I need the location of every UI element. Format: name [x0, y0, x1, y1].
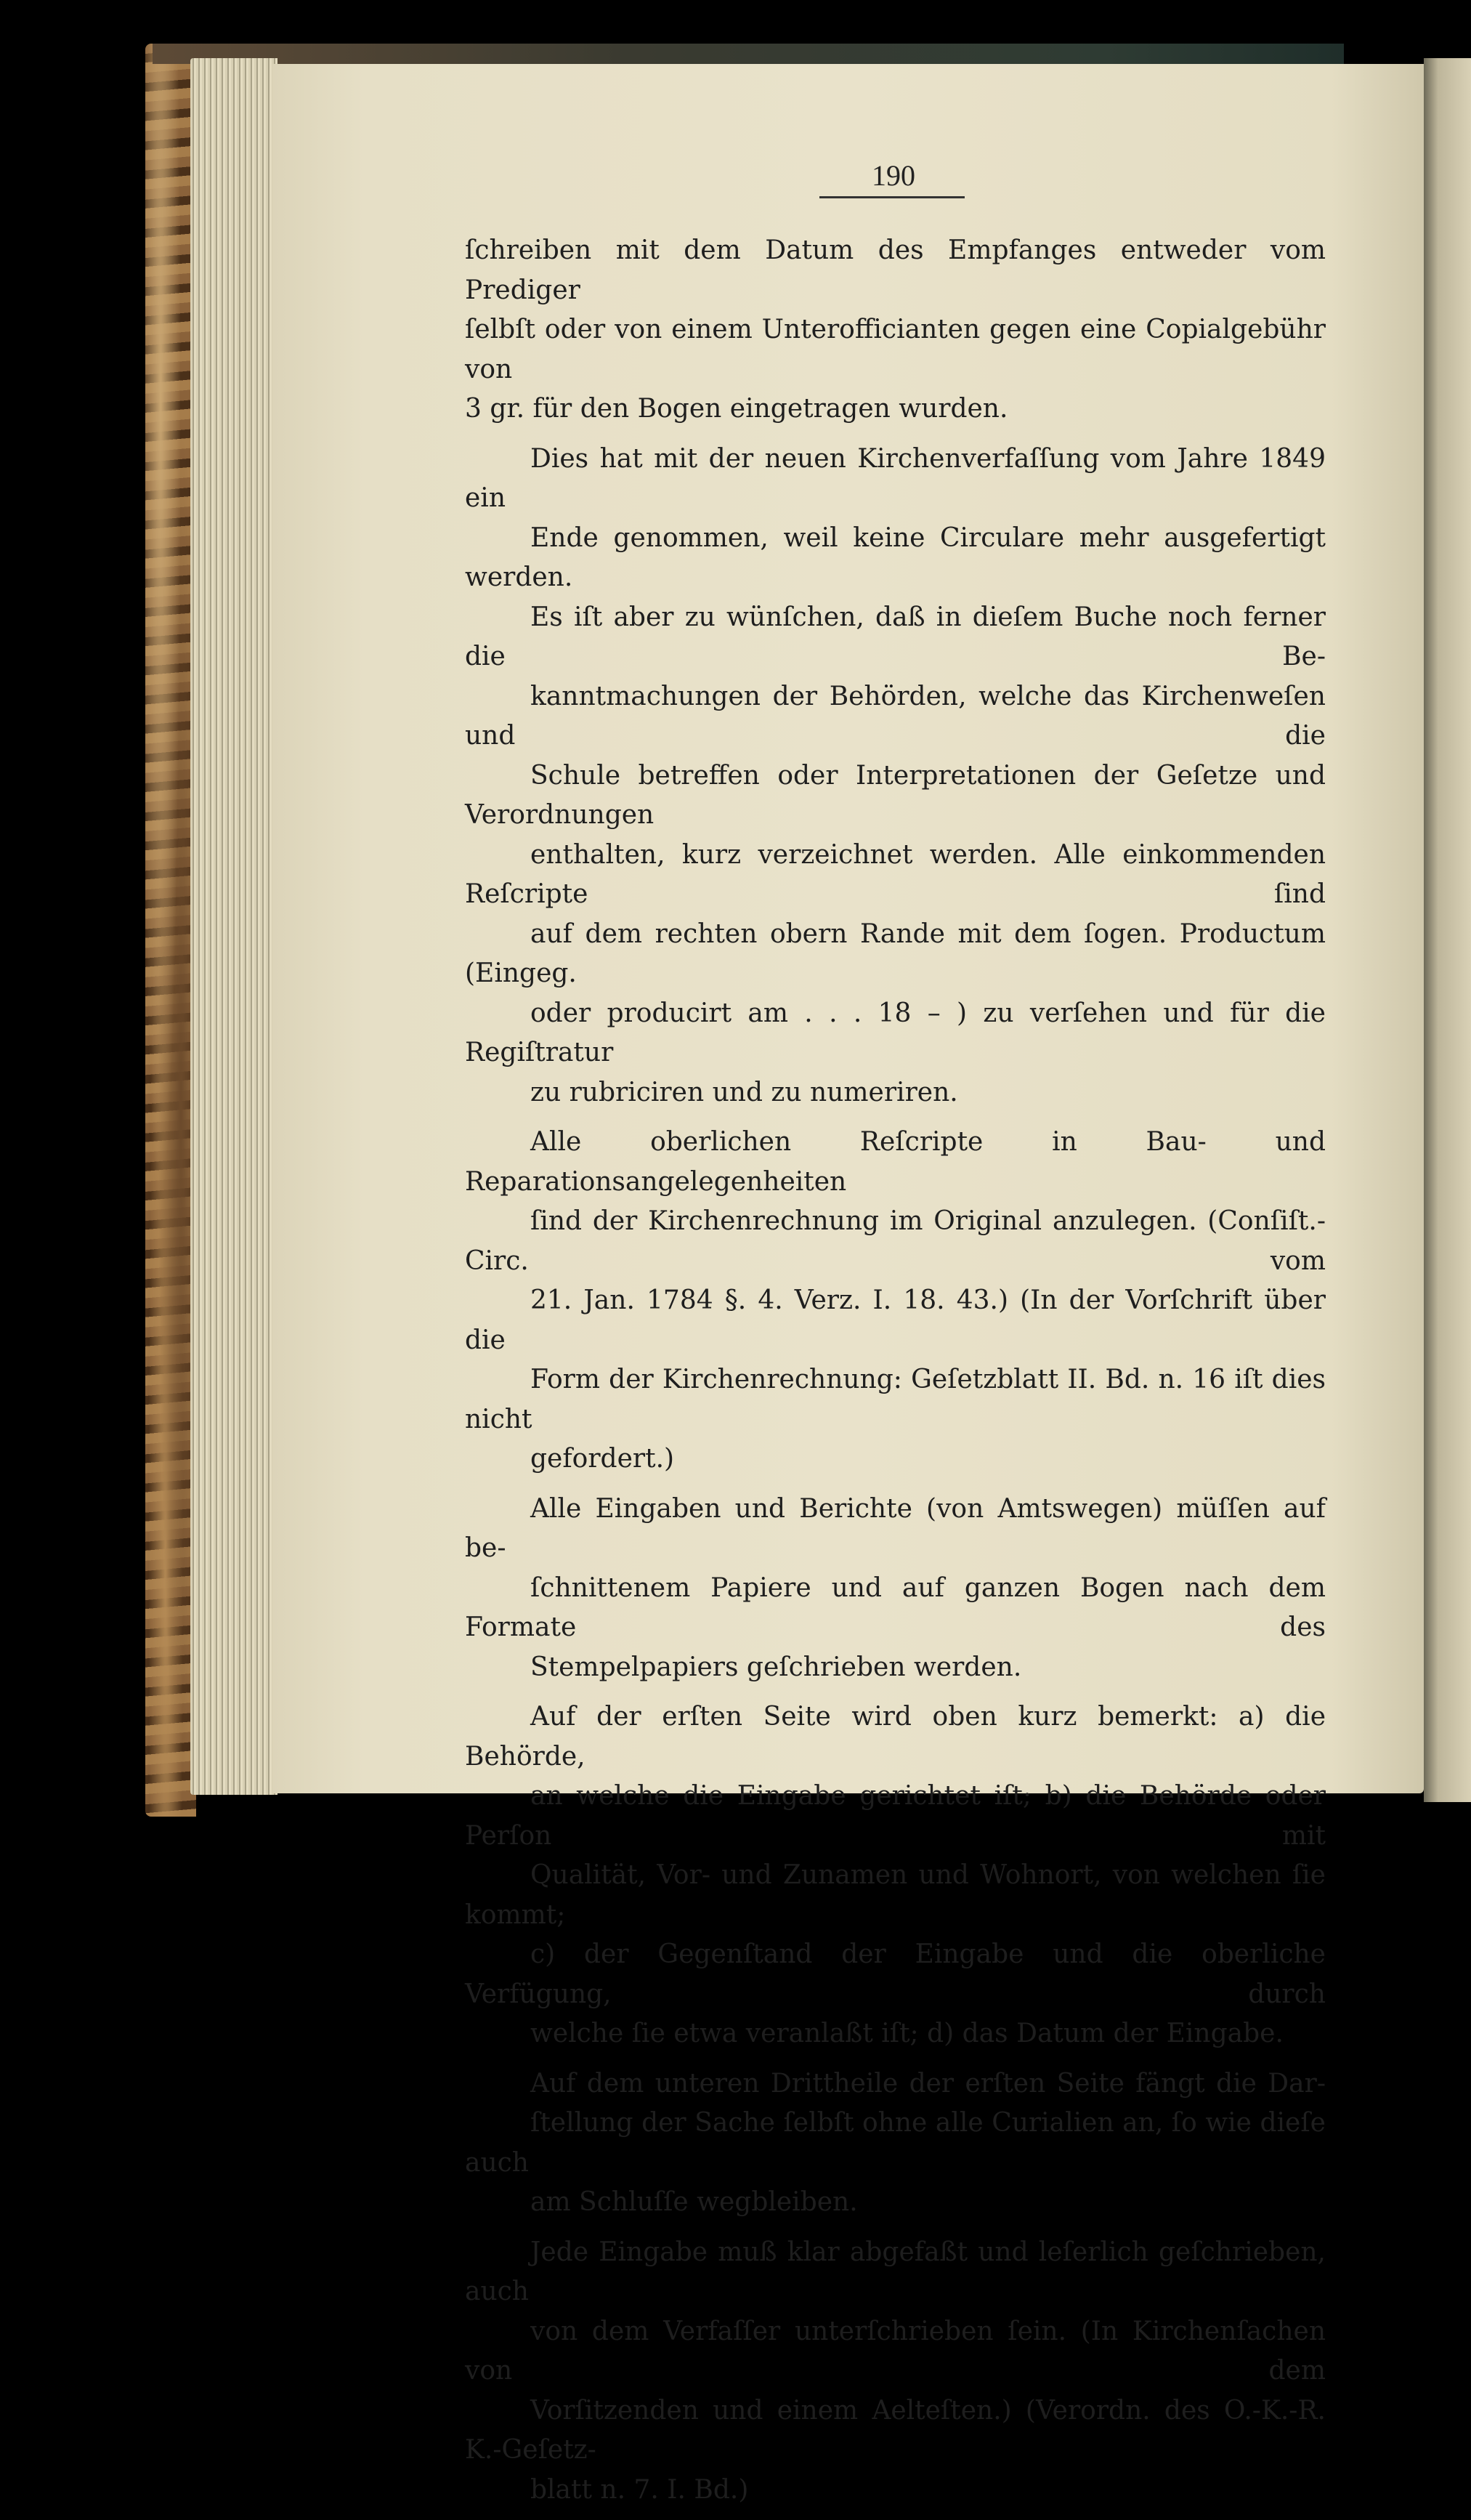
text-line: kanntmachungen der Behörden, welche das Kirchenweſen und die [465, 681, 1326, 751]
text-line: Vorſitzenden und einem Aelteſten.) (Verordn. des O.-K.-R. K.-Geſetz- [465, 2395, 1326, 2465]
header-rule [819, 196, 965, 198]
text-line: am Schluſſe wegbleiben. [530, 2187, 858, 2217]
text-line: Schule betreffen oder Interpretationen der Geſetze und Verordnungen [465, 760, 1326, 830]
marbled-book-edge [145, 44, 196, 1817]
text-line: oder producirt am . . . 18 – ) zu verſehen und für die Regiſtratur [465, 998, 1326, 1067]
text-line: Es iſt aber zu wünſchen, daß in dieſem Buche noch ferner die Be- [465, 602, 1326, 671]
text-line: ſchreiben mit dem Datum des Empfanges entweder vom Prediger [465, 235, 1326, 305]
paragraph [465, 1123, 1326, 1479]
text-line: Auf der erſten Seite wird oben kurz bemerkt: a) die Behörde, [465, 1702, 1326, 1772]
text-line: welche ſie etwa veranlaßt iſt; d) das Datum der Eingabe. [530, 2019, 1284, 2048]
text-line: 21. Jan. 1784 §. 4. Verz. I. 18. 43.) (In der Vorſchrift über die [465, 1285, 1326, 1355]
text-line: Alle oberlichen Reſcripte in Bau- und Reparationsangelegenheiten [465, 1127, 1326, 1197]
page-number: 190 [872, 159, 915, 192]
text-line: enthalten, kurz verzeichnet werden. Alle einkommenden Reſcripte ſind [465, 839, 1326, 909]
book-cover-top-edge [153, 44, 1344, 64]
facing-page-edge [1424, 58, 1471, 1802]
paragraph [465, 2233, 1326, 2511]
text-line: Auf dem unteren Drittheile der erſten Seite fängt die Dar- [530, 2068, 1326, 2099]
text-line: c) der Gegenſtand der Eingabe und die oberliche Verfügung, durch [465, 1939, 1326, 2009]
paragraph [465, 1490, 1326, 1688]
text-line: ſtellung der Sache ſelbſt ohne alle Curialien an, ſo wie dieſe auch [465, 2108, 1326, 2178]
text-line: Ende genommen, weil keine Circulare mehr ausgefertigt werden. [465, 522, 1326, 592]
text-line: Dies hat mit der neuen Kirchenverfaſſung vom Jahre 1849 ein [465, 443, 1326, 513]
page-stack-edge [190, 58, 277, 1795]
paragraph [465, 440, 1326, 1113]
paragraph [465, 231, 1326, 429]
text-line: Jede Eingabe muß klar abgefaßt und leſerlich geſchrieben, auch [465, 2237, 1326, 2306]
text-line: an welche die Eingabe gerichtet iſt; b) die Behörde oder Perſon mit [465, 1781, 1326, 1851]
text-line: gefordert.) [530, 1444, 675, 1474]
text-line: ſind der Kirchenrechnung im Original anzulegen. (Conſiſt.-Circ. vom [465, 1206, 1326, 1276]
text-line: Stempelpapiers geſchrieben werden. [530, 1652, 1022, 1682]
text-line: Qualität, Vor- und Zunamen und Wohnort, von welchen ſie kommt; [465, 1860, 1326, 1930]
text-line: blatt n. 7. I. Bd.) [530, 2474, 749, 2505]
text-line: 3 gr. für den Bogen eingetragen wurden. [465, 394, 1008, 424]
paragraph [465, 2064, 1326, 2223]
text-line: ſelbſt oder von einem Unterofficianten gegen eine Copialgebühr von [465, 315, 1326, 384]
text-line: Alle Eingaben und Berichte (von Amtswegen) müſſen auf be- [465, 1493, 1326, 1563]
text-line: zu rubriciren und zu numeriren. [530, 1077, 958, 1107]
page-body-text [465, 231, 1326, 2520]
paragraph [465, 1697, 1326, 2054]
text-line: auf dem rechten obern Rande mit dem ſogen. Productum (Eingeg. [465, 918, 1326, 988]
text-line: ſchnittenem Papiere und auf ganzen Bogen nach dem Formate des [465, 1572, 1326, 1642]
text-line: Form der Kirchenrechnung: Geſetzblatt II. Bd. n. 16 iſt dies nicht [465, 1365, 1326, 1434]
text-line: von dem Verfaſſer unterſchrieben ſein. (In Kirchenſachen von dem [465, 2316, 1326, 2386]
